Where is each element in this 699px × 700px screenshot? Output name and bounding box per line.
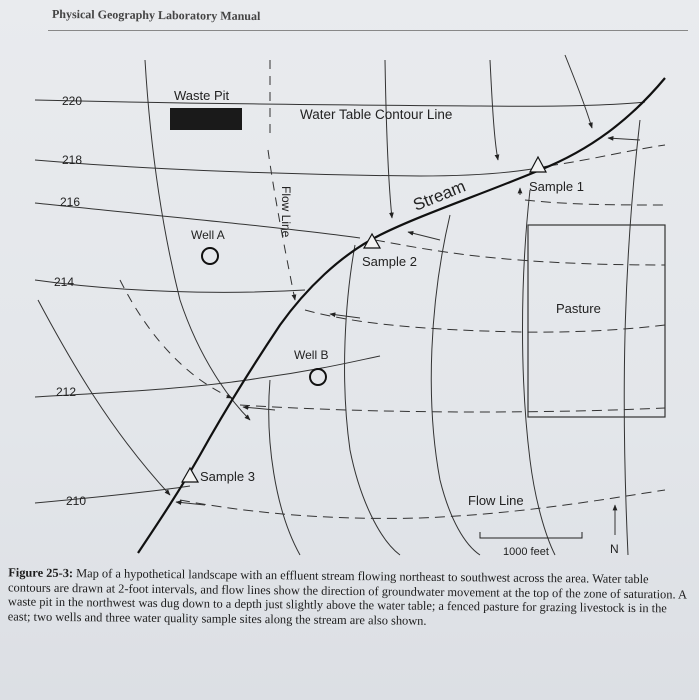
well-a-label: Well A: [191, 228, 225, 242]
contour-218: [35, 160, 548, 176]
sample-3-triangle: [182, 468, 198, 482]
water-table-contour-label: Water Table Contour Line: [300, 107, 453, 122]
pasture-label: Pasture: [556, 301, 601, 316]
contour-label-220: 220: [62, 94, 83, 108]
contour-label-210: 210: [66, 494, 87, 508]
well-b-label: Well B: [294, 348, 329, 362]
contour-220: [35, 100, 645, 106]
figure-caption-label: Figure 25-3:: [8, 565, 74, 581]
stream-label: Stream: [410, 176, 469, 215]
contour-label-216: 216: [60, 195, 81, 209]
waste-pit-block: [170, 108, 242, 130]
scale-label: 1000 feet: [503, 546, 549, 558]
well-a-symbol: [202, 248, 218, 264]
contour-label-212: 212: [56, 385, 77, 399]
contour-214: [35, 280, 305, 292]
scale-bar: [480, 532, 582, 538]
header-title: Physical Geography Laboratory Manual: [51, 6, 261, 24]
figure-caption-text: Map of a hypothetical landscape with an effluent stream flowing northeast to southwest across the area. Water table contours are drawn at 2-foot intervals, and flow lines show the direction of groundwater movement at the top of the zone of saturation. A waste pit in the northwest was dug down to a depth just slightly above the water table; a fenced pasture for grazing livestock is in the east; two wells and three water quality sample sites along the stream are also shown.: [7, 566, 687, 628]
sample-1-label: Sample 1: [529, 179, 584, 194]
pasture-fence: [528, 225, 665, 417]
contour-label-214: 214: [54, 275, 75, 289]
contour-210: [35, 486, 190, 503]
flow-lines: [38, 55, 640, 555]
figure-caption: [8, 565, 691, 631]
sample-2-label: Sample 2: [362, 254, 417, 269]
well-b-symbol: [310, 369, 326, 385]
waste-pit-label: Waste Pit: [174, 88, 230, 103]
sample-3-label: Sample 3: [200, 469, 255, 484]
contour-label-218: 218: [62, 153, 83, 167]
flow-line-vertical-label: Flow Line: [279, 186, 293, 238]
north-label: N: [610, 542, 619, 556]
sample-1-triangle: [530, 157, 546, 172]
flow-line-bottom-label: Flow Line: [468, 493, 524, 508]
